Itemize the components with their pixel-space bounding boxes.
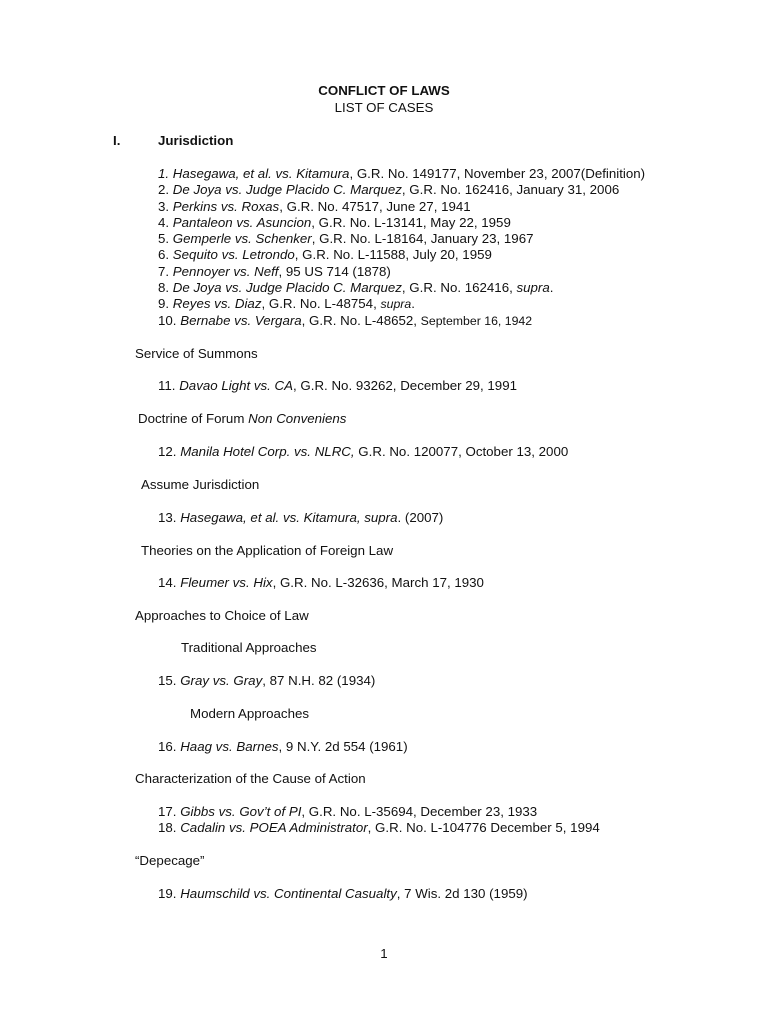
subheading-approaches-choice-of-law: Approaches to Choice of Law	[135, 608, 309, 623]
case-item-9: 9. Reyes vs. Diaz, G.R. No. L-48754, supra.	[158, 296, 415, 312]
case-item-15: 15. Gray vs. Gray, 87 N.H. 82 (1934)	[158, 673, 376, 688]
section-number: I.	[113, 133, 121, 148]
subheading-depecage: “Depecage”	[135, 853, 205, 868]
case-item-14: 14. Fleumer vs. Hix, G.R. No. L-32636, March 17, 1930	[158, 575, 484, 590]
document-title: CONFLICT OF LAWS	[318, 83, 450, 98]
case-item-11: 11. Davao Light vs. CA, G.R. No. 93262, December 29, 1991	[158, 378, 517, 393]
case-item-7: 7. Pennoyer vs. Neff, 95 US 714 (1878)	[158, 263, 391, 279]
page-number: 1	[380, 946, 388, 961]
subheading-service-of-summons: Service of Summons	[135, 346, 258, 361]
subheading-characterization: Characterization of the Cause of Action	[135, 771, 366, 786]
case-item-2: 2. De Joya vs. Judge Placido C. Marquez, G.R. No. 162416, January 31, 2006	[158, 182, 620, 198]
case-item-10: 10. Bernabe vs. Vergara, G.R. No. L-48652, September 16, 1942	[158, 312, 533, 328]
case-item-3: 3. Perkins vs. Roxas, G.R. No. 47517, June 27, 1941	[158, 198, 471, 214]
case-item-18: 18. Cadalin vs. POEA Administrator, G.R. No. L-104776 December 5, 1994	[158, 820, 600, 835]
subheading-forum-non-conveniens: Doctrine of Forum Non Conveniens	[138, 411, 347, 426]
subheading-assume-jurisdiction: Assume Jurisdiction	[141, 477, 260, 492]
case-item-6: 6. Sequito vs. Letrondo, G.R. No. L-11588, July 20, 1959	[158, 247, 492, 263]
case-item-8: 8. De Joya vs. Judge Placido C. Marquez, G.R. No. 162416, supra.	[158, 280, 554, 296]
case-item-19: 19. Haumschild vs. Continental Casualty, 7 Wis. 2d 130 (1959)	[158, 886, 528, 901]
case-item-13: 13. Hasegawa, et al. vs. Kitamura, supra. (2007)	[158, 510, 444, 525]
case-item-16: 16. Haag vs. Barnes, 9 N.Y. 2d 554 (1961)	[158, 739, 408, 754]
case-item-1: 1. Hasegawa, et al. vs. Kitamura, G.R. No. 149177, November 23, 2007(Definition)	[158, 166, 646, 181]
case-list-jurisdiction	[158, 166, 645, 329]
document-subtitle: LIST OF CASES	[334, 100, 434, 115]
subheading-theories-foreign-law: Theories on the Application of Foreign Law	[141, 543, 394, 558]
subheading-modern-approaches: Modern Approaches	[190, 706, 310, 721]
case-item-4: 4. Pantaleon vs. Asuncion, G.R. No. L-13141, May 22, 1959	[158, 214, 511, 230]
subheading-traditional-approaches: Traditional Approaches	[181, 640, 317, 655]
case-item-12: 12. Manila Hotel Corp. vs. NLRC, G.R. No. 120077, October 13, 2000	[158, 444, 569, 459]
case-item-17: 17. Gibbs vs. Gov’t of PI, G.R. No. L-35694, December 23, 1933	[158, 804, 538, 819]
case-item-5: 5. Gemperle vs. Schenker, G.R. No. L-18164, January 23, 1967	[158, 231, 534, 247]
section-title: Jurisdiction	[158, 133, 234, 148]
